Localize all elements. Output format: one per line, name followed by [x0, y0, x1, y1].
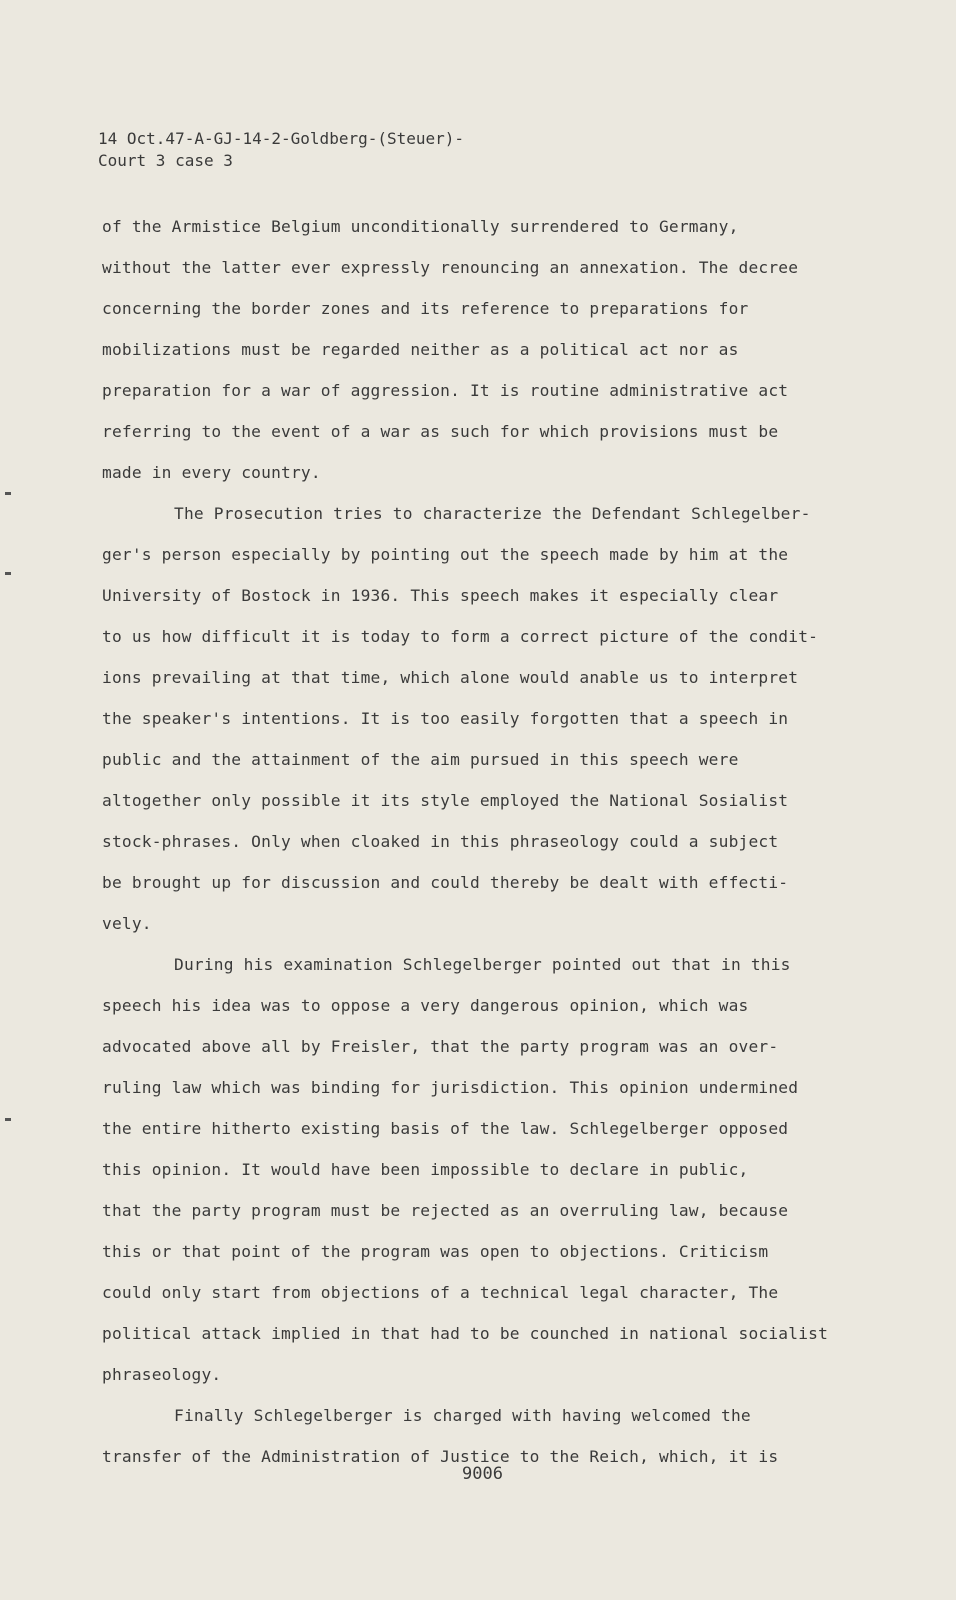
text-line: this opinion. It would have been impossible to declare in public, [102, 1160, 749, 1179]
margin-mark [5, 1118, 11, 1121]
text-line: preparation for a war of aggression. It is routine administrative act [102, 381, 789, 400]
margin-mark [5, 572, 11, 575]
text-line: could only start from objections of a technical legal character, The [102, 1283, 779, 1302]
text-line: speech his idea was to oppose a very dangerous opinion, which was [102, 996, 749, 1015]
text-line: to us how difficult it is today to form a correct picture of the condit- [102, 627, 819, 646]
text-line: stock-phrases. Only when cloaked in this phraseology could a subject [102, 832, 779, 851]
text-line: public and the attainment of the aim pursued in this speech were [102, 750, 739, 769]
text-line: ions prevailing at that time, which alone would anable us to interpret [102, 668, 799, 687]
document-header [98, 128, 464, 172]
text-line: Finally Schlegelberger is charged with having welcomed the [174, 1406, 751, 1425]
text-line: be brought up for discussion and could thereby be dealt with effecti- [102, 873, 789, 892]
text-line: During his examination Schlegelberger pointed out that in this [174, 955, 791, 974]
text-line: advocated above all by Freisler, that the party program was an over- [102, 1037, 779, 1056]
text-line: referring to the event of a war as such for which provisions must be [102, 422, 779, 441]
text-line: ruling law which was binding for jurisdiction. This opinion undermined [102, 1078, 799, 1097]
text-line: the entire hitherto existing basis of the law. Schlegelberger opposed [102, 1119, 789, 1138]
text-line: of the Armistice Belgium unconditionally surrendered to Germany, [102, 217, 739, 236]
text-line: University of Bostock in 1936. This speech makes it especially clear [102, 586, 779, 605]
text-line: that the party program must be rejected as an overruling law, because [102, 1201, 789, 1220]
page-number: 9006 [462, 1464, 503, 1484]
text-line: concerning the border zones and its reference to preparations for [102, 299, 749, 318]
header-reference: 14 Oct.47-A-GJ-14-2-Goldberg-(Steuer)- [98, 129, 465, 148]
document-body [102, 206, 862, 1477]
text-line: without the latter ever expressly renouncing an annexation. The decree [102, 258, 799, 277]
margin-mark [5, 492, 11, 495]
text-line: vely. [102, 914, 152, 933]
text-line: The Prosecution tries to characterize the Defendant Schlegelber- [174, 504, 811, 523]
text-line: this or that point of the program was open to objections. Criticism [102, 1242, 769, 1261]
text-line: ger's person especially by pointing out the speech made by him at the [102, 545, 789, 564]
text-line: altogether only possible it its style employed the National Sosialist [102, 791, 789, 810]
text-line: transfer of the Administration of Justice to the Reich, which, it is [102, 1447, 779, 1466]
header-court: Court 3 case 3 [98, 151, 233, 170]
text-line: political attack implied in that had to be counched in national socialist [102, 1324, 829, 1343]
text-line: phraseology. [102, 1365, 222, 1384]
text-line: made in every country. [102, 463, 321, 482]
text-line: the speaker's intentions. It is too easily forgotten that a speech in [102, 709, 789, 728]
text-line: mobilizations must be regarded neither as a political act nor as [102, 340, 739, 359]
